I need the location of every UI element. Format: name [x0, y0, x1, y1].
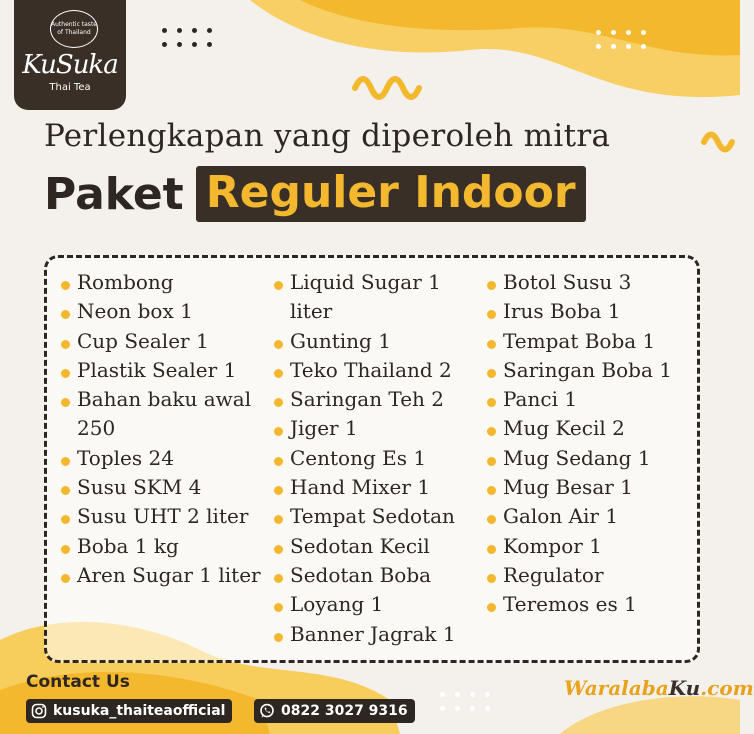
list-item: Sedotan Kecil: [274, 532, 474, 561]
brand-logo: [14, 0, 126, 110]
page-subtitle: Perlengkapan yang diperoleh mitra: [44, 118, 611, 154]
logo-wordmark: KuSuka: [22, 50, 118, 80]
logo-tagline: Thai Tea: [49, 82, 91, 93]
list-item: Tempat Boba 1: [487, 327, 697, 356]
list-item: Mug Sedang 1: [487, 444, 697, 473]
list-item: Centong Es 1: [274, 444, 474, 473]
list-item: Banner Jagrak 1: [274, 620, 474, 649]
instagram-link[interactable]: [26, 699, 232, 723]
list-item: Tempat Sedotan: [274, 502, 474, 531]
contact-title: Contact Us: [26, 672, 130, 692]
list-item: Plastik Sealer 1: [61, 356, 261, 385]
dots-decoration-right: [596, 30, 647, 49]
equipment-list-box: [44, 255, 700, 663]
list-item: Teko Thailand 2: [274, 356, 474, 385]
equipment-column-2: [274, 268, 474, 649]
list-item: Cup Sealer 1: [61, 327, 261, 356]
whatsapp-link[interactable]: [254, 699, 415, 723]
list-item: Susu SKM 4: [61, 473, 261, 502]
list-item: Bahan baku awal 250: [61, 385, 261, 444]
whatsapp-number: 0822 3027 9316: [281, 703, 408, 719]
watermark: WaralabaKu.com: [564, 676, 754, 700]
dots-decoration-bottom: [440, 692, 491, 711]
equipment-column-3: [487, 268, 697, 620]
logo-badge: Authentic taste of Thailand: [50, 10, 98, 48]
equipment-column-1: [61, 268, 261, 590]
title-plain: Paket: [44, 168, 184, 220]
list-item: Boba 1 kg: [61, 532, 261, 561]
list-item: Loyang 1: [274, 590, 474, 619]
instagram-handle: kusuka_thaiteaofficial: [53, 703, 226, 719]
list-item: Mug Besar 1: [487, 473, 697, 502]
list-item: Saringan Boba 1: [487, 356, 697, 385]
list-item: Botol Susu 3: [487, 268, 697, 297]
list-item: Galon Air 1: [487, 502, 697, 531]
list-item: Gunting 1: [274, 327, 474, 356]
list-item: Neon box 1: [61, 297, 261, 326]
list-item: Hand Mixer 1: [274, 473, 474, 502]
instagram-icon: [31, 703, 47, 719]
list-item: Jiger 1: [274, 414, 474, 443]
list-item: Rombong: [61, 268, 261, 297]
list-item: Teremos es 1: [487, 590, 697, 619]
whatsapp-icon: [259, 703, 275, 719]
list-item: Panci 1: [487, 385, 697, 414]
list-item: Irus Boba 1: [487, 297, 697, 326]
title-highlight: Reguler Indoor: [196, 166, 586, 222]
list-item: Toples 24: [61, 444, 261, 473]
page-title: [44, 166, 586, 222]
list-item: Susu UHT 2 liter: [61, 502, 261, 531]
list-item: Liquid Sugar 1 liter: [274, 268, 474, 327]
list-item: Aren Sugar 1 liter: [61, 561, 261, 590]
list-item: Saringan Teh 2: [274, 385, 474, 414]
dots-decoration-left: [162, 28, 213, 47]
list-item: Regulator: [487, 561, 697, 590]
list-item: Mug Kecil 2: [487, 414, 697, 443]
list-item: Kompor 1: [487, 532, 697, 561]
list-item: Sedotan Boba: [274, 561, 474, 590]
